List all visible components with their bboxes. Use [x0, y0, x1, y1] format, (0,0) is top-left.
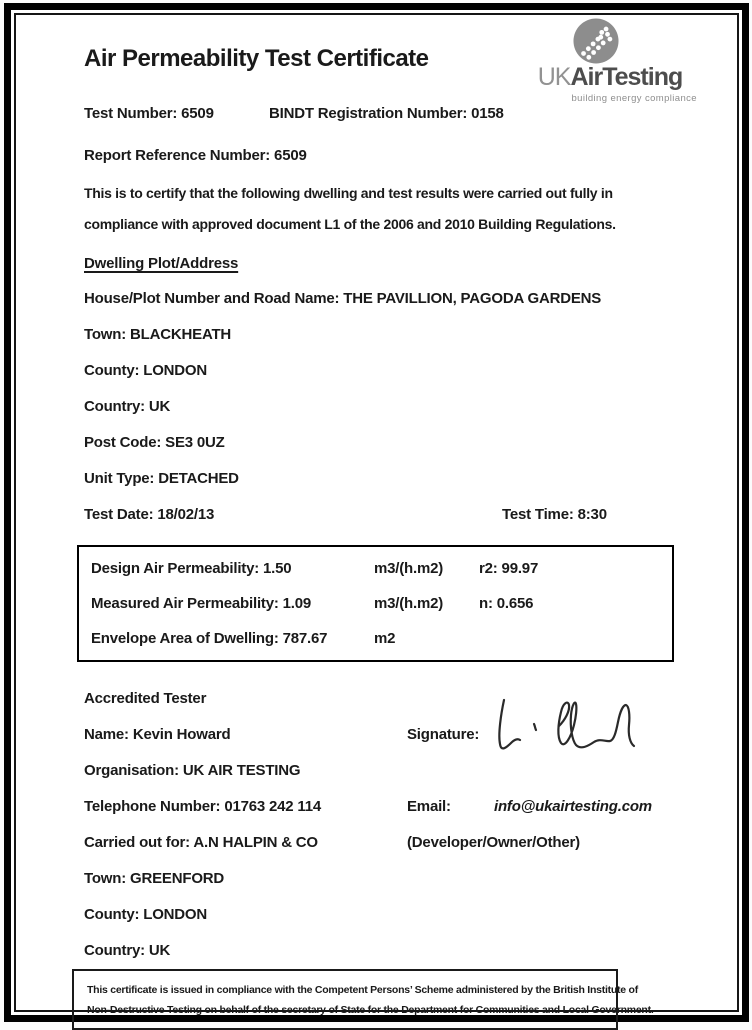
test-time-label: Test Time: — [502, 506, 574, 523]
email-label: Email: — [407, 798, 451, 815]
county-value: LONDON — [143, 362, 208, 379]
dwelling-section-heading — [84, 255, 713, 272]
envelope-label: Envelope Area of Dwelling: — [91, 630, 279, 647]
field-test-time — [502, 506, 607, 523]
n-value: 0.656 — [496, 595, 534, 612]
report-ref-label: Report Reference Number: — [84, 147, 271, 164]
company-logo — [521, 17, 699, 104]
logo-uk-text: UK — [537, 63, 571, 91]
field-town — [84, 326, 713, 343]
result-design-permeability — [91, 560, 672, 577]
field-country — [84, 398, 713, 415]
client-town-label: Town: — [84, 870, 127, 887]
design-unit: m3/(h.m2) — [374, 560, 444, 577]
client-country-value: UK — [148, 942, 171, 959]
envelope-unit: m2 — [374, 630, 396, 647]
organisation-value: UK AIR TESTING — [182, 762, 301, 779]
measured-value: 1.09 — [282, 595, 312, 612]
certificate-page — [16, 15, 737, 1016]
field-organisation — [84, 762, 713, 779]
client-town-value: GREENFORD — [130, 870, 225, 887]
field-client-county — [84, 906, 713, 923]
field-test-date-time — [84, 506, 713, 523]
n-stat — [479, 595, 533, 612]
report-ref-value: 6509 — [274, 147, 307, 164]
bindt-value: 0158 — [471, 105, 504, 122]
client-county-value: LONDON — [143, 906, 208, 923]
page-inner-border — [14, 13, 739, 1016]
field-postcode — [84, 434, 713, 451]
design-label: Design Air Permeability: — [91, 560, 260, 577]
compliance-notice-box — [72, 969, 654, 1030]
email-value: info@ukairtesting.com — [494, 798, 652, 815]
field-carried-out-for — [84, 834, 713, 851]
header — [84, 17, 713, 105]
envelope-value: 787.67 — [282, 630, 328, 647]
field-client-country — [84, 942, 713, 959]
certification-line-2: compliance with approved document L1 of the 2006 and 2010 Building Regulations. — [84, 216, 616, 232]
field-telephone — [84, 798, 713, 815]
test-time-value: 8:30 — [577, 506, 607, 523]
signature-image — [484, 684, 642, 766]
measured-label: Measured Air Permeability: — [91, 595, 279, 612]
field-client-town — [84, 870, 713, 887]
test-number-label: Test Number: — [84, 105, 178, 122]
test-date-value: 18/02/13 — [157, 506, 215, 523]
r2-value: 99.97 — [501, 560, 539, 577]
r2-label: r2: — [479, 560, 498, 577]
field-house-road — [84, 290, 713, 307]
certification-statement — [84, 178, 713, 240]
tester-heading-text: Accredited Tester — [84, 690, 207, 707]
certification-line-1: This is to certify that the following dwelling and test results were carried out fully in — [84, 185, 613, 201]
client-country-label: Country: — [84, 942, 145, 959]
logo-tagline: building energy compliance — [571, 93, 697, 104]
town-label: Town: — [84, 326, 127, 343]
bindt-label: BINDT Registration Number: — [269, 105, 468, 122]
result-envelope-area — [91, 630, 672, 647]
house-road-label: House/Plot Number and Road Name: — [84, 290, 340, 307]
measured-unit: m3/(h.m2) — [374, 595, 444, 612]
house-road-value: THE PAVILLION, PAGODA GARDENS — [343, 290, 602, 307]
r2-stat — [479, 560, 538, 577]
organisation-label: Organisation: — [84, 762, 179, 779]
test-date-label: Test Date: — [84, 506, 154, 523]
field-tester-name — [84, 726, 713, 743]
logo-wordmark — [521, 65, 699, 90]
town-value: BLACKHEATH — [130, 326, 232, 343]
field-report-reference — [84, 147, 713, 164]
logo-air-text: Air — [570, 63, 603, 91]
dwelling-heading-text: Dwelling Plot/Address — [84, 255, 239, 272]
results-box — [77, 545, 674, 662]
field-county — [84, 362, 713, 379]
tester-name-value: Kevin Howard — [132, 726, 231, 743]
tester-name-label: Name: — [84, 726, 129, 743]
design-value: 1.50 — [263, 560, 292, 577]
page-outer-border — [4, 3, 749, 1022]
carried-value: A.N HALPIN & CO — [193, 834, 318, 851]
country-value: UK — [148, 398, 171, 415]
signature-label: Signature: — [407, 726, 480, 743]
compliance-notice-line-1: This certificate is issued in compliance with the Competent Persons’ Scheme administered by the British Institute of — [87, 984, 638, 996]
compliance-notice-line-2: Non-Destructive Testing on behalf of the secretary of State for the Department for Communities and Local Government. — [87, 1004, 654, 1016]
developer-owner-other-note: (Developer/Owner/Other) — [407, 834, 580, 851]
bindt-registration — [269, 105, 504, 122]
field-test-number — [84, 105, 713, 122]
test-number-value: 6509 — [181, 105, 214, 122]
carried-label: Carried out for: — [84, 834, 190, 851]
certificate-title: Air Permeability Test Certificate — [84, 45, 429, 72]
unit-type-value: DETACHED — [158, 470, 239, 487]
telephone-value: 01763 242 114 — [224, 798, 321, 815]
field-unit-type — [84, 470, 713, 487]
postcode-label: Post Code: — [84, 434, 162, 451]
logo-dotted-arrow-icon — [573, 18, 619, 64]
country-label: Country: — [84, 398, 145, 415]
postcode-value: SE3 0UZ — [165, 434, 225, 451]
n-label: n: — [479, 595, 493, 612]
county-label: County: — [84, 362, 140, 379]
result-measured-permeability — [91, 595, 672, 612]
unit-type-label: Unit Type: — [84, 470, 155, 487]
logo-testing-text: Testing — [602, 63, 683, 91]
client-county-label: County: — [84, 906, 140, 923]
telephone-label: Telephone Number: — [84, 798, 221, 815]
